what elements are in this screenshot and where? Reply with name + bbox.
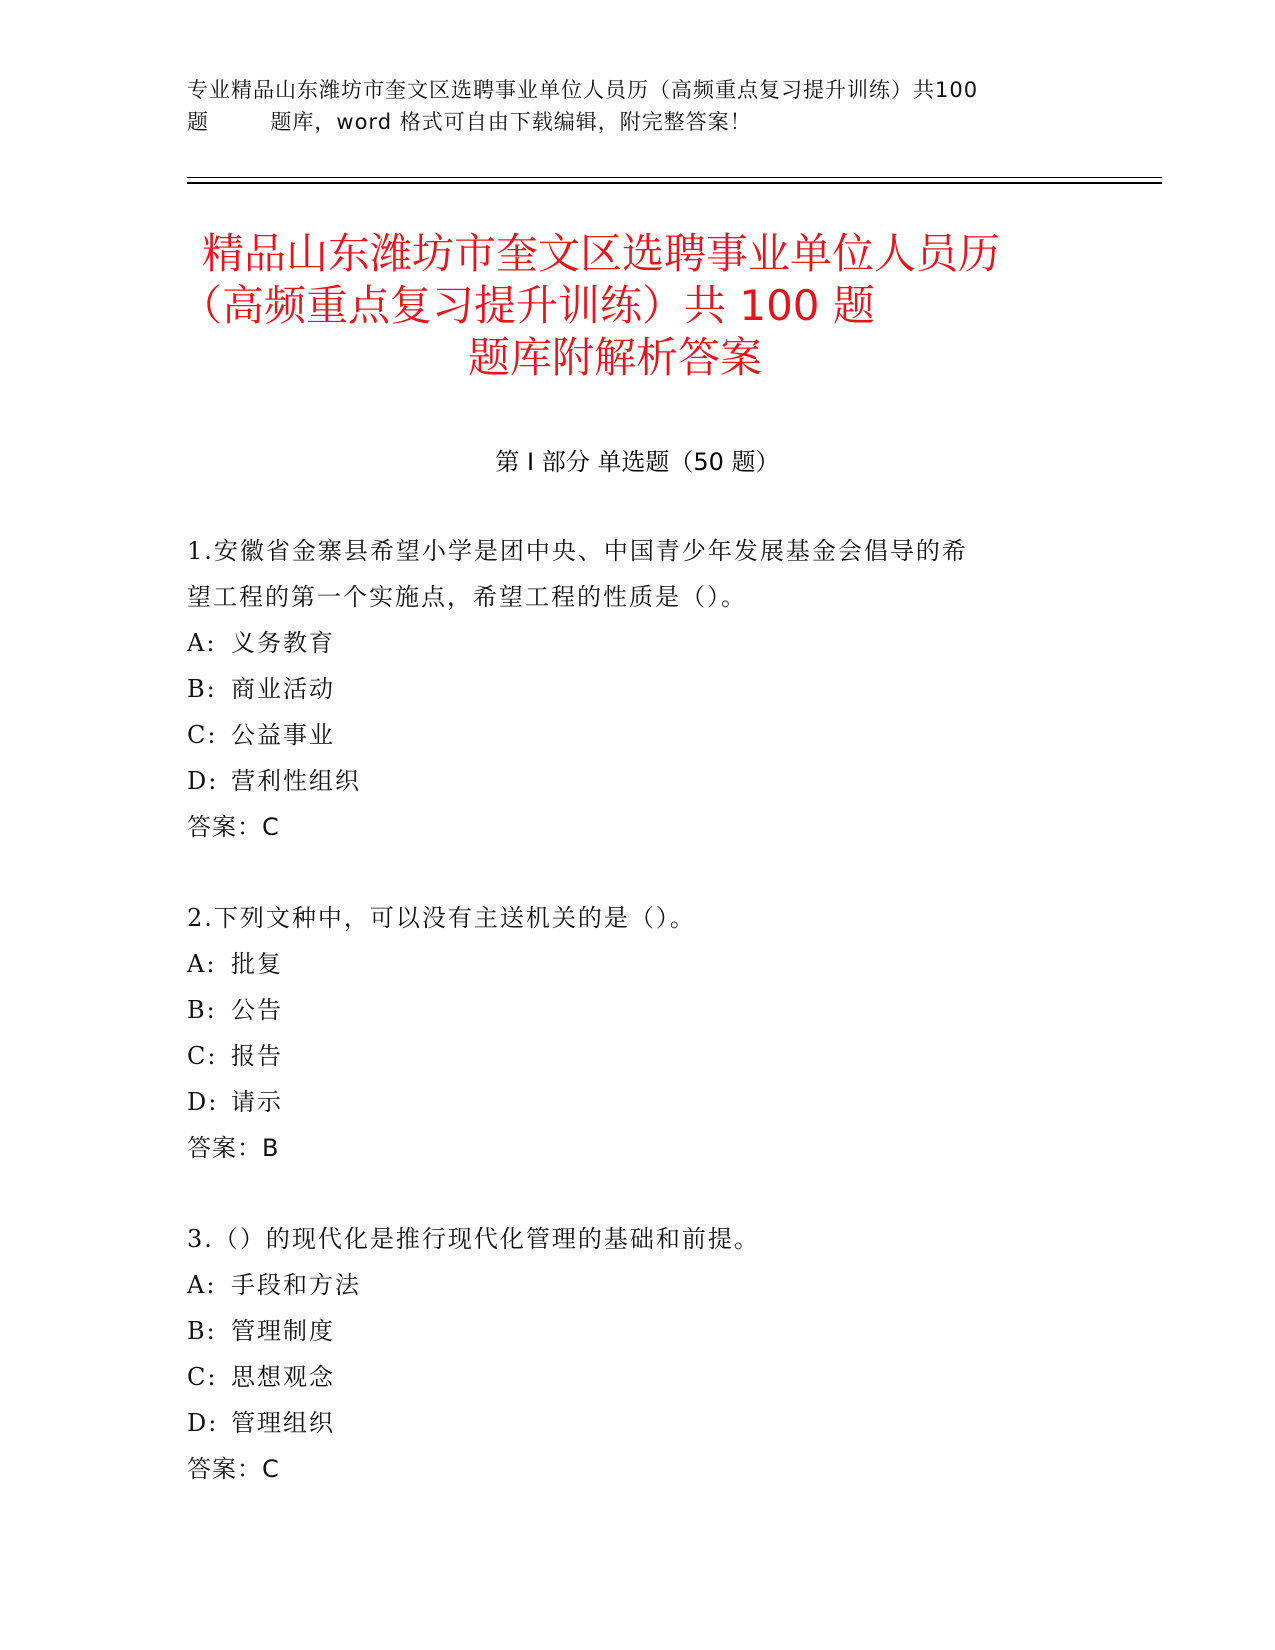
option-d: [187, 1079, 1067, 1125]
option-d: [187, 1400, 1067, 1446]
title-line-1: 精品山东潍坊市奎文区选聘事业单位人员历: [202, 229, 1001, 278]
option-key: A:: [187, 1271, 217, 1299]
option-text: 报告: [231, 1042, 283, 1070]
option-text: 公告: [231, 996, 283, 1024]
option-key: C:: [187, 1042, 218, 1070]
option-b: [187, 666, 1067, 712]
option-key: B:: [187, 1317, 217, 1345]
answer-line: 答案：C: [187, 813, 280, 841]
option-text: 管理组织: [231, 1409, 335, 1437]
question-1: [187, 528, 1067, 850]
option-text: 请示: [231, 1088, 283, 1116]
question-stem: [187, 895, 1067, 941]
option-a: [187, 1262, 1067, 1308]
header-divider-thick: [187, 182, 1162, 184]
question-stem-line-1: 3.（）的现代化是推行现代化管理的基础和前提。: [187, 1225, 760, 1253]
option-key: D:: [187, 1088, 219, 1116]
question-stem-line-2: 望工程的第一个实施点，希望工程的性质是（）。: [187, 583, 747, 611]
option-c: [187, 712, 1067, 758]
header-line-2: 题 题库，word 格式可自由下载编辑，附完整答案！: [187, 110, 752, 134]
option-text: 批复: [231, 950, 283, 978]
option-b: [187, 987, 1067, 1033]
option-c: [187, 1354, 1067, 1400]
question-stem: [187, 1216, 1067, 1262]
answer-line: 答案：C: [187, 1455, 280, 1483]
document-title: [180, 228, 1100, 384]
option-key: D:: [187, 767, 219, 795]
option-d: [187, 758, 1067, 804]
title-line-2: （高频重点复习提升训练）共 100 题: [180, 281, 875, 330]
option-c: [187, 1033, 1067, 1079]
section-heading: 第 I 部分 单选题（50 题）: [495, 448, 780, 476]
option-a: [187, 941, 1067, 987]
option-key: B:: [187, 996, 217, 1024]
option-key: D:: [187, 1409, 219, 1437]
option-text: 公益事业: [231, 721, 335, 749]
page-header: [187, 74, 1087, 138]
question-stem: [187, 528, 1067, 620]
question-stem-line-1: 1.安徽省金寨县希望小学是团中央、中国青少年发展基金会倡导的希: [187, 537, 968, 565]
question-3: [187, 1216, 1067, 1492]
option-key: B:: [187, 675, 217, 703]
option-a: [187, 620, 1067, 666]
option-text: 商业活动: [231, 675, 335, 703]
option-text: 营利性组织: [231, 767, 361, 795]
question-2: [187, 895, 1067, 1171]
option-b: [187, 1308, 1067, 1354]
option-text: 思想观念: [231, 1363, 335, 1391]
header-line-1: 专业精品山东潍坊市奎文区选聘事业单位人员历（高频重点复习提升训练）共100: [187, 78, 979, 102]
option-key: C:: [187, 721, 218, 749]
option-text: 管理制度: [231, 1317, 335, 1345]
option-key: A:: [187, 950, 217, 978]
header-divider-thin: [187, 177, 1162, 178]
question-stem-line-1: 2.下列文种中，可以没有主送机关的是（）。: [187, 904, 696, 932]
option-key: A:: [187, 629, 217, 657]
option-key: C:: [187, 1363, 218, 1391]
option-text: 义务教育: [231, 629, 335, 657]
answer-line: 答案：B: [187, 1134, 280, 1162]
option-text: 手段和方法: [231, 1271, 361, 1299]
title-line-3: 题库附解析答案: [468, 333, 763, 382]
